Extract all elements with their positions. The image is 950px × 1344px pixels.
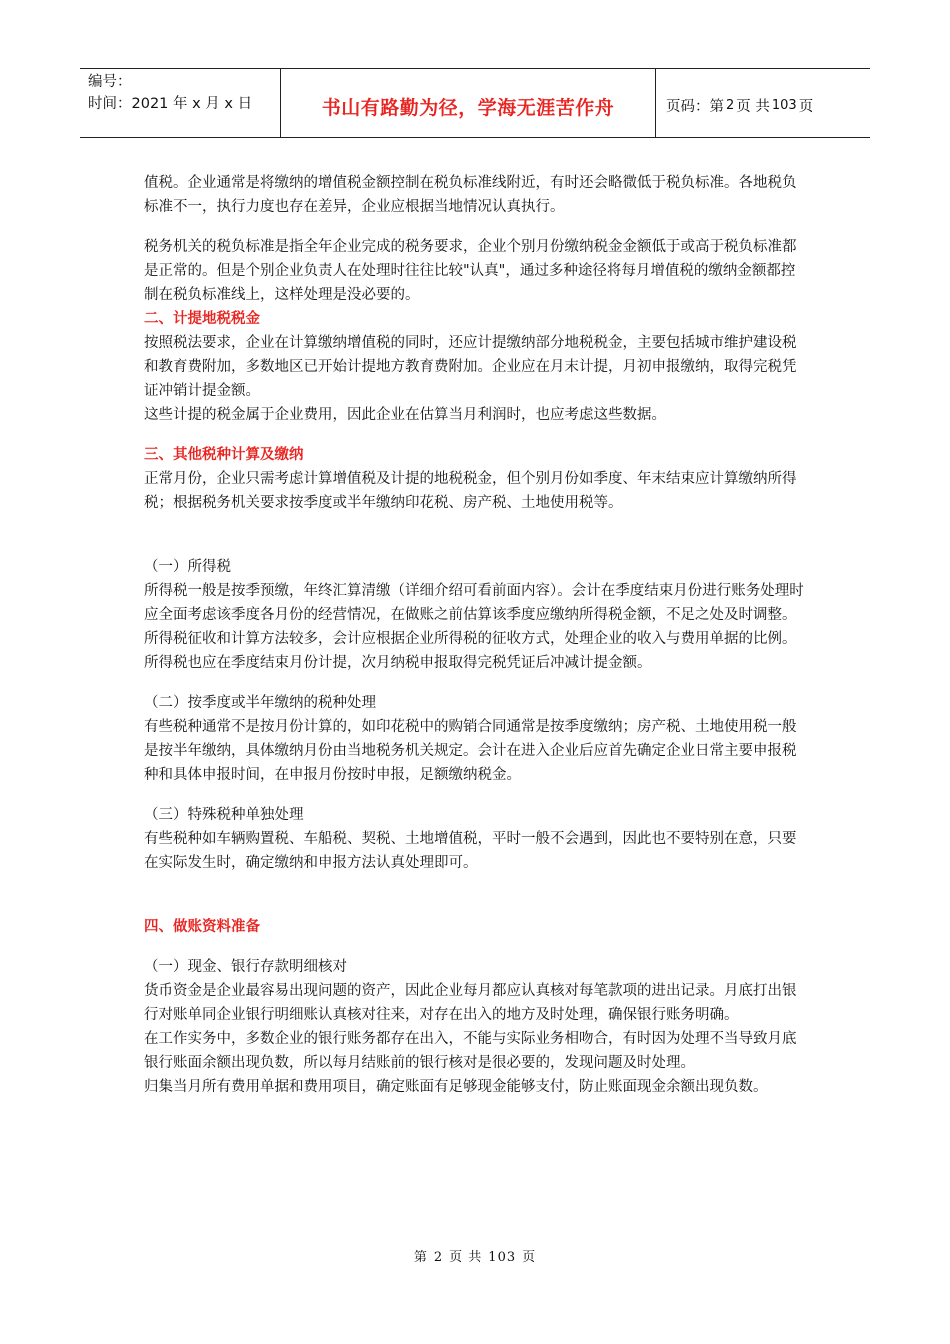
document-body [144,171,809,1099]
paragraph: 归集当月所有费用单据和费用项目，确定账面有足够现金能够支付，防止账面现金余额出现负数。 [144,1079,768,1095]
subsection-heading: （三）特殊税种单独处理 [144,807,304,823]
paragraph: 有些税种通常不是按月份计算的，如印花税中的购销合同通常是按季度缴纳；房产税、土地使用税一般是按半年缴纳，具体缴纳月份由当地税务机关规定。会计在进入企业后应首先确定企业日常主要申报税种和具体申报时间，在申报月份按时申报，足额缴纳税金。 [144,719,797,783]
document-time-label: 时间：2021 年 x 月 x 日 [88,96,253,112]
section-heading: 二、计提地税税金 [144,311,260,327]
header-page-number: 2 [726,97,735,113]
header-meta [80,69,281,137]
header-page-indicator [656,69,870,137]
footer-mid: 页 共 [449,1250,483,1265]
section-heading: 四、做账资料准备 [144,919,260,935]
page-footer [0,1246,950,1265]
paragraph: 所得税一般是按季预缴，年终汇算清缴（详细介绍可看前面内容）。会计在季度结束月份进行账务处理时应全面考虑该季度各月份的经营情况，在做账之前估算该季度应缴纳所得税金额，不足之处及时调整。 [144,583,804,623]
section-heading: 三、其他税种计算及缴纳 [144,447,304,463]
subsection-heading: （一）现金、银行存款明细核对 [144,959,347,975]
paragraph: 货币资金是企业最容易出现问题的资产，因此企业每月都应认真核对每笔款项的进出记录。月底打出银行对账单同企业银行明细账认真核对往来，对存在出入的地方及时处理，确保银行账务明确。 [144,983,797,1023]
header-page-mid: 页 共 [736,98,770,115]
header-motto: 书山有路勤为径，学海无涯苦作舟 [281,69,656,137]
header-page-prefix: 页码：第 [666,98,724,115]
paragraph: 这些计提的税金属于企业费用，因此企业在估算当月利润时，也应考虑这些数据。 [144,407,666,423]
footer-page-total: 103 [488,1250,517,1265]
subsection-heading: （二）按季度或半年缴纳的税种处理 [144,695,376,711]
paragraph: 正常月份，企业只需考虑计算增值税及计提的地税税金，但个别月份如季度、年末结束应计算缴纳所得税；根据税务机关要求按季度或半年缴纳印花税、房产税、土地使用税等。 [144,471,797,511]
header-page-total: 103 [771,97,797,113]
document-number-label: 编号： [88,74,132,90]
paragraph: 有些税种如车辆购置税、车船税、契税、土地增值税，平时一般不会遇到，因此也不要特别在意，只要在实际发生时，确定缴纳和申报方法认真处理即可。 [144,831,797,871]
paragraph: 按照税法要求，企业在计算缴纳增值税的同时，还应计提缴纳部分地税税金，主要包括城市维护建设税和教育费附加，多数地区已开始计提地方教育费附加。企业应在月末计提，月初申报缴纳，取得完税凭证冲销计提金额。 [144,335,797,399]
footer-suffix: 页 [522,1250,537,1265]
subsection-heading: （一）所得税 [144,559,231,575]
footer-prefix: 第 [413,1250,428,1265]
document-header [80,68,870,138]
paragraph: 值税。企业通常是将缴纳的增值税金额控制在税负标准线附近，有时还会略微低于税负标准。各地税负标准不一，执行力度也存在差异，企业应根据当地情况认真执行。 [144,175,797,215]
paragraph: 税务机关的税负标准是指全年企业完成的税务要求，企业个别月份缴纳税金金额低于或高于税负标准都是正常的。但是个别企业负责人在处理时往往比较"认真"，通过多种途径将每月增值税的缴纳金额都控制在税负标准线上，这样处理是没必要的。 [144,239,797,303]
header-page-suffix: 页 [798,98,814,115]
footer-page-number: 2 [433,1250,444,1265]
paragraph: 所得税征收和计算方法较多，会计应根据企业所得税的征收方式，处理企业的收入与费用单据的比例。所得税也应在季度结束月份计提，次月纳税申报取得完税凭证后冲减计提金额。 [144,631,797,671]
paragraph: 在工作实务中，多数企业的银行账务都存在出入，不能与实际业务相吻合，有时因为处理不当导致月底银行账面余额出现负数，所以每月结账前的银行核对是很必要的，发现问题及时处理。 [144,1031,797,1071]
